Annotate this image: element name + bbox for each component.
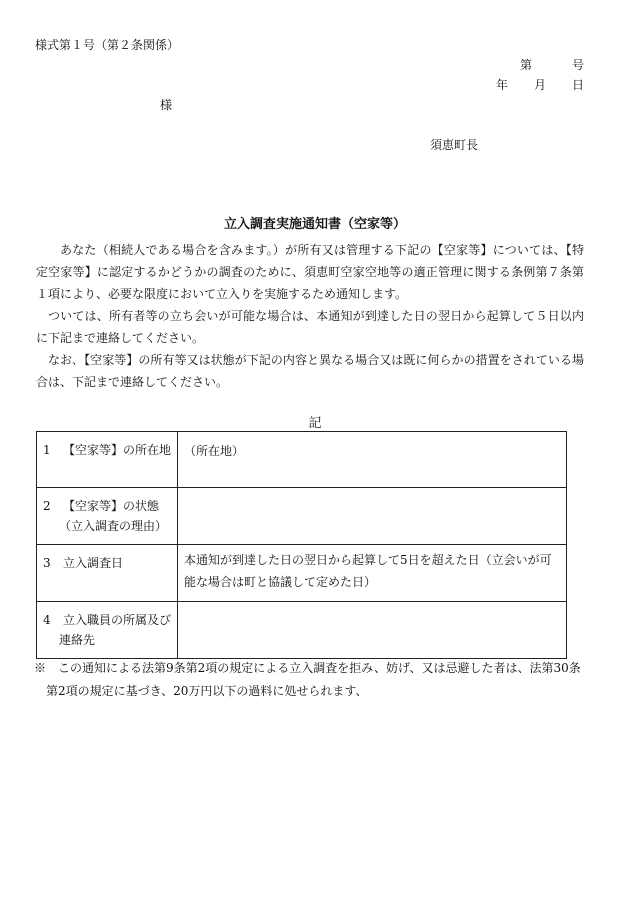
document-number xyxy=(520,56,584,73)
row-value xyxy=(178,602,566,618)
document-number-suffix: 号 xyxy=(571,58,584,72)
row-label-sub: 連絡先 xyxy=(59,633,96,647)
table-row xyxy=(37,545,567,602)
row-number: 3 xyxy=(43,556,51,570)
paragraph-status-change: なお､【空家等】の所有等又は状態が下記の内容と異なる場合又は既に何らかの措置をされている場合は、下記まで連絡してください。 xyxy=(36,353,584,389)
row-value-cell xyxy=(178,432,567,488)
penalty-note-line-2: 第2項の規定に基づき、20万円以下の過料に処せられます、 xyxy=(46,684,368,698)
row-label-cell xyxy=(37,545,178,602)
row-label: 立入調査日 xyxy=(63,556,124,570)
row-label: 【空家等】の状態 xyxy=(63,499,160,513)
row-label-cell xyxy=(37,602,178,659)
ki-label: 記 xyxy=(308,416,322,431)
row-number: 1 xyxy=(43,443,51,457)
form-number: 様式第１号（第２条関係） xyxy=(35,38,180,52)
issuer: 須恵町長 xyxy=(430,138,479,152)
row-value-cell xyxy=(178,545,567,602)
document-title: 立入調査実施通知書（空家等） xyxy=(223,217,406,232)
addressee: 様 xyxy=(160,98,173,112)
row-value-cell xyxy=(178,602,567,659)
row-label-cell xyxy=(37,432,178,488)
date-day: 日 xyxy=(571,78,584,92)
row-number: 4 xyxy=(43,613,51,627)
table-row xyxy=(37,488,567,545)
table-row xyxy=(37,602,567,659)
row-label-sub: （立入調査の理由） xyxy=(59,519,168,533)
paragraph-contact: ついては、所有者等の立ち会いが可能な場合は、本通知が到達した日の翌日から起算して５日以内に下記まで連絡してください。 xyxy=(36,309,584,345)
date-year: 年 xyxy=(495,78,508,92)
row-number: 2 xyxy=(43,499,51,513)
document-date xyxy=(496,76,584,93)
row-label: 立入職員の所属及び xyxy=(63,613,172,627)
row-value: （所在地） xyxy=(184,444,245,458)
date-month: 月 xyxy=(533,78,546,92)
row-value: 本通知が到達した日の翌日から起算して5日を超えた日（立会いが可能な場合は町と協議して定めた日） xyxy=(184,553,552,589)
paragraph-notice: あなた（相続人である場合を含みます。）が所有又は管理する下記の【空家等】については、【特定空家等】に認定するかどうかの調査のために、須恵町空家空地等の適正管理に関する条例第７条第１項により、必要な限度において立入りを実施するため通知します。 xyxy=(36,243,584,301)
details-table xyxy=(36,431,567,659)
penalty-note-line-1: ※ この通知による法第9条第2項の規定による立入調査を拒み、妨げ、又は忌避した者は、法第30条 xyxy=(34,661,581,675)
row-label: 【空家等】の所在地 xyxy=(63,443,172,457)
row-value-cell xyxy=(178,488,567,545)
document-number-prefix: 第 xyxy=(519,58,532,72)
row-label-cell xyxy=(37,488,178,545)
row-value xyxy=(178,488,566,504)
table-row xyxy=(37,432,567,488)
